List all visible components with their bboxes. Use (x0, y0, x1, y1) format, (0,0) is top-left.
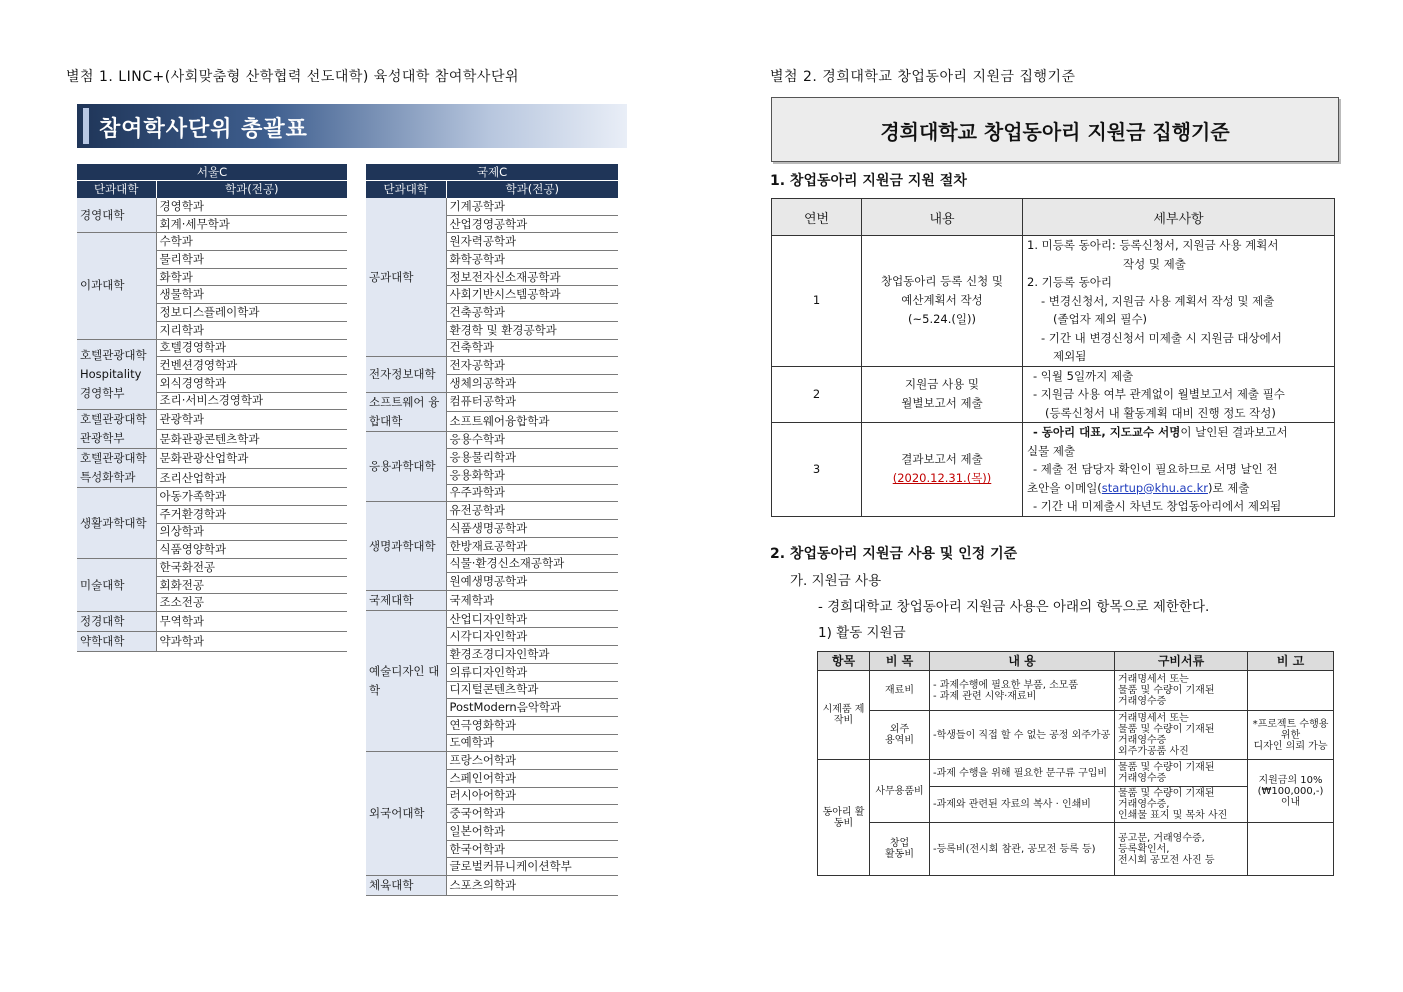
docs-line: 등록확인서, (1118, 843, 1170, 855)
content-line: - 과제 관련 시약·재료비 (933, 690, 1037, 702)
major-cell: 스포츠의학과 (446, 876, 618, 896)
college-cell: 호텔관광대학 관광학부 (77, 410, 156, 449)
budget-docs (1115, 671, 1248, 711)
banner (77, 104, 627, 148)
proc-content (862, 423, 1023, 517)
docs-line: 전시회 공모전 사진 등 (1118, 854, 1215, 866)
budget-header: 항목 (818, 652, 870, 671)
proc-detail (1023, 236, 1335, 367)
college-cell: 호텔관광대학 특성화학과 (77, 449, 156, 488)
item-line: 외주 (889, 724, 910, 735)
college-cell: 외국어대학 (366, 752, 446, 876)
content-line: - 과제수행에 필요한 부품, 소모품 (933, 679, 1079, 691)
major-cell: PostModern음악학과 (446, 699, 618, 717)
major-header: 학과(전공) (446, 181, 618, 199)
doc-title: 경희대학교 창업동아리 지원금 집행기준 (880, 120, 1230, 144)
major-cell: 식품생명공학과 (446, 520, 618, 538)
docs-line: 거래영수증 (1118, 735, 1167, 746)
major-cell: 식물·환경신소재공학과 (446, 555, 618, 573)
major-cell: 수학과 (156, 233, 347, 251)
proc-content (862, 236, 1023, 367)
major-cell: 약과학과 (156, 632, 347, 652)
detail-text: 이 날인된 결과보고서 (1180, 425, 1288, 439)
college-cell: 호텔관광대학 Hospitality 경영학부 (77, 339, 156, 410)
detail-line: 2. 기등록 동아리 (1027, 275, 1112, 289)
major-cell: 생물학과 (156, 286, 347, 304)
proc-content-line: 예산계획서 작성 (901, 293, 983, 308)
seoul-dept-table (77, 164, 347, 652)
item-line: 창업 (889, 838, 910, 849)
docs-line: 물품 및 수량이 기재된 (1118, 788, 1215, 799)
major-cell: 디지털콘텐츠학과 (446, 681, 618, 699)
budget-table (817, 651, 1334, 876)
major-cell: 경영학과 (156, 198, 347, 215)
note-line: 지원금의 10% (1258, 774, 1323, 786)
detail-text: 초안을 이메일( (1027, 480, 1102, 495)
major-cell: 회화전공 (156, 576, 347, 594)
major-cell: 시각디자인학과 (446, 628, 618, 646)
proc-header-detail: 세부사항 (1023, 199, 1335, 236)
docs-line: 거래명세서 또는 (1118, 713, 1189, 724)
budget-item: 재료비 (870, 671, 930, 711)
detail-line: 실물 제출 (1027, 443, 1076, 458)
sub-heading-1: 1) 활동 지원금 (818, 625, 906, 641)
major-cell: 화학과 (156, 268, 347, 286)
major-cell: 건축학과 (446, 339, 618, 357)
proc-content-line: (~5.24.(일)) (908, 312, 976, 327)
docs-line: 거래명세서 또는 (1118, 674, 1189, 685)
note-line: 디자인 의뢰 가능 (1253, 740, 1328, 752)
proc-content-line: 창업동아리 등록 신청 및 (880, 274, 1004, 289)
major-cell: 문화관광산업학과 (156, 449, 347, 469)
proc-detail (1023, 366, 1335, 423)
major-cell: 우주과학과 (446, 484, 618, 502)
college-cell: 체육대학 (366, 876, 446, 896)
bold-signature-note: - 동아리 대표, 지도교수 서명 (1033, 425, 1181, 439)
proc-no: 2 (772, 366, 862, 423)
proc-no: 1 (772, 236, 862, 367)
major-cell: 산업경영공학과 (446, 215, 618, 233)
budget-content: -학생들이 직접 할 수 없는 공정 외주가공 (930, 711, 1115, 760)
major-cell: 원자력공학과 (446, 233, 618, 251)
college-cell: 국제대학 (366, 590, 446, 610)
campus-header: 국제C (366, 164, 618, 181)
docs-line: 물품 및 수량이 기재된 (1118, 685, 1215, 696)
major-cell: 조리·서비스경영학과 (156, 392, 347, 410)
college-cell: 예술디자인 대학 (366, 610, 446, 752)
detail-line: - 기간 내 변경신청서 미제출 시 지원금 대상에서 (1041, 330, 1282, 345)
budget-header: 구비서류 (1115, 652, 1248, 671)
major-cell: 정보디스플레이학과 (156, 304, 347, 322)
budget-note (1248, 711, 1334, 760)
detail-line: - 변경신청서, 지원금 사용 계획서 작성 및 제출 (1041, 293, 1275, 308)
major-cell: 사회기반시스템공학과 (446, 286, 618, 304)
major-header: 학과(전공) (156, 181, 347, 199)
college-cell: 전자정보대학 (366, 357, 446, 392)
title-box (771, 97, 1339, 162)
college-cell: 응용과학대학 (366, 431, 446, 502)
college-cell: 미술대학 (77, 559, 156, 612)
proc-content-line: 결과보고서 제출 (901, 452, 983, 467)
major-cell: 프랑스어학과 (446, 752, 618, 770)
major-cell: 기계공학과 (446, 198, 618, 215)
college-cell: 생활과학대학 (77, 488, 156, 559)
major-cell: 응용수학과 (446, 431, 618, 449)
major-cell: 도예학과 (446, 734, 618, 752)
college-cell: 약학대학 (77, 632, 156, 652)
major-cell: 식품영양학과 (156, 541, 347, 559)
proc-content-line: 지원금 사용 및 (905, 377, 979, 392)
limit-text: - 경희대학교 창업동아리 지원금 사용은 아래의 항목으로 제한한다. (818, 599, 1210, 615)
college-cell: 공과대학 (366, 198, 446, 357)
major-cell: 응용물리학과 (446, 449, 618, 467)
budget-content: -과제와 관련된 자료의 복사 · 인쇄비 (930, 787, 1115, 823)
budget-content: -과제 수행을 위해 필요한 문구류 구입비 (930, 760, 1115, 787)
detail-line: 1. 미등록 동아리: 등록신청서, 지원금 사용 계획서 (1027, 238, 1279, 252)
budget-note (1248, 671, 1334, 711)
major-cell: 원예생명공학과 (446, 573, 618, 591)
proc-content-line: 월별보고서 제출 (901, 396, 983, 411)
major-cell: 한방재료공학과 (446, 537, 618, 555)
major-cell: 정보전자신소재공학과 (446, 268, 618, 286)
major-cell: 연극영화학과 (446, 716, 618, 734)
college-cell: 생명과학대학 (366, 502, 446, 590)
major-cell: 스페인어학과 (446, 769, 618, 787)
major-cell: 일본어학과 (446, 823, 618, 841)
detail-line: (등록신청서 내 활동계획 대비 진행 정도 작성) (1045, 405, 1276, 420)
major-cell: 조소전공 (156, 594, 347, 612)
major-cell: 조리산업학과 (156, 468, 347, 488)
major-cell: 아동가족학과 (156, 488, 347, 506)
sub-heading-a: 가. 지원금 사용 (790, 573, 882, 589)
docs-line: 물품 및 수량이 기재된 (1118, 762, 1215, 773)
budget-header: 비 고 (1248, 652, 1334, 671)
note-line: (₩100,000,-) (1257, 785, 1324, 797)
major-cell: 한국화전공 (156, 559, 347, 577)
detail-line: - 제출 전 담당자 확인이 필요하므로 서명 날인 전 (1033, 462, 1278, 476)
detail-line: 작성 및 제출 (1123, 256, 1186, 271)
proc-header-content: 내용 (862, 199, 1023, 236)
budget-note (1248, 823, 1334, 876)
major-cell: 화학공학과 (446, 251, 618, 269)
major-cell: 생체의공학과 (446, 374, 618, 392)
budget-note (1248, 760, 1334, 823)
major-cell: 컨벤션경영학과 (156, 357, 347, 375)
budget-content (930, 671, 1115, 711)
budget-item (870, 711, 930, 760)
major-cell: 회계·세무학과 (156, 215, 347, 233)
banner-accent (83, 108, 89, 144)
college-header: 단과대학 (77, 181, 156, 199)
campus-header: 서울C (77, 164, 347, 181)
major-cell: 의류디자인학과 (446, 663, 618, 681)
docs-line: 거래영수증, (1118, 799, 1170, 810)
note-line: 이내 (1280, 796, 1301, 808)
major-cell: 한국어학과 (446, 840, 618, 858)
college-cell: 정경대학 (77, 612, 156, 632)
detail-text: )로 제출 (1207, 480, 1250, 495)
budget-item: 사무용품비 (870, 760, 930, 823)
budget-docs (1115, 823, 1248, 876)
detail-line: 제외됨 (1053, 349, 1087, 363)
item-line: 용역비 (885, 735, 914, 746)
detail-line: (졸업자 제외 필수) (1053, 312, 1148, 326)
docs-line: 거래영수증 (1118, 773, 1167, 784)
major-cell: 컴퓨터공학과 (446, 392, 618, 412)
docs-line: 거래영수증 (1118, 696, 1167, 707)
college-cell: 소프트웨어 융합대학 (366, 392, 446, 431)
major-cell: 무역학과 (156, 612, 347, 632)
college-cell: 경영대학 (77, 198, 156, 233)
right-caption: 별첨 2. 경희대학교 창업동아리 지원금 집행기준 (770, 69, 1076, 85)
proc-content (862, 366, 1023, 423)
major-cell: 국제학과 (446, 590, 618, 610)
major-cell: 환경학 및 환경공학과 (446, 321, 618, 339)
major-cell: 소프트웨어융합학과 (446, 412, 618, 432)
proc-detail (1023, 423, 1335, 517)
budget-docs (1115, 711, 1248, 760)
college-cell: 이과대학 (77, 233, 156, 339)
procedure-table (771, 198, 1335, 517)
budget-header: 비 목 (870, 652, 930, 671)
item-line: 활동비 (885, 849, 914, 860)
global-dept-table (366, 164, 618, 896)
proc-no: 3 (772, 423, 862, 517)
major-cell: 외식경영학과 (156, 374, 347, 392)
major-cell: 응용화학과 (446, 466, 618, 484)
major-cell: 의상학과 (156, 523, 347, 541)
major-cell: 환경조경디자인학과 (446, 646, 618, 664)
major-cell: 물리학과 (156, 251, 347, 269)
section2-heading: 2. 창업동아리 지원금 사용 및 인정 기준 (770, 546, 1018, 562)
major-cell: 주거환경학과 (156, 505, 347, 523)
major-cell: 유전공학과 (446, 502, 618, 520)
left-caption: 별첨 1. LINC+(사회맞춤형 산학협력 선도대학) 육성대학 참여학사단위 (66, 69, 519, 85)
budget-category: 시제품 제작비 (818, 671, 870, 760)
note-line: 위한 (1280, 729, 1301, 741)
major-cell: 관광학과 (156, 410, 347, 430)
budget-content: -등록비(전시회 참관, 공모전 등록 등) (930, 823, 1115, 876)
budget-item (870, 823, 930, 876)
banner-title: 참여학사단위 총괄표 (99, 117, 308, 142)
major-cell: 문화관광콘텐츠학과 (156, 429, 347, 449)
budget-category: 동아리 활동비 (818, 760, 870, 876)
major-cell: 글로벌커뮤니케이션학부 (446, 858, 618, 876)
docs-line: 공고문, 거래영수증, (1118, 832, 1205, 844)
proc-header-no: 연번 (772, 199, 862, 236)
major-cell: 지리학과 (156, 321, 347, 339)
budget-docs (1115, 760, 1248, 787)
major-cell: 건축공학과 (446, 304, 618, 322)
major-cell: 전자공학과 (446, 357, 618, 375)
section1-heading: 1. 창업동아리 지원금 지원 절차 (770, 173, 967, 189)
detail-line: - 지원금 사용 여부 관계없이 월별보고서 제출 필수 (1033, 387, 1285, 401)
docs-line: 인쇄물 표지 및 목차 사진 (1118, 810, 1228, 821)
docs-line: 물품 및 수량이 기재된 (1118, 724, 1215, 735)
deadline-date: (2020.12.31.(목)) (892, 471, 992, 486)
major-cell: 러시아어학과 (446, 787, 618, 805)
detail-line: - 익월 5일까지 제출 (1033, 368, 1134, 383)
college-header: 단과대학 (366, 181, 446, 199)
major-cell: 중국어학과 (446, 805, 618, 823)
email-link[interactable]: startup@khu.ac.kr (1101, 480, 1208, 495)
budget-header: 내 용 (930, 652, 1115, 671)
major-cell: 호텔경영학과 (156, 339, 347, 357)
docs-line: 외주가공품 사진 (1118, 746, 1189, 757)
budget-docs (1115, 787, 1248, 823)
major-cell: 산업디자인학과 (446, 610, 618, 628)
note-line: *프로젝트 수행용 (1252, 718, 1329, 730)
detail-line: - 기간 내 미제출시 차년도 창업동아리에서 제외됨 (1033, 499, 1282, 513)
